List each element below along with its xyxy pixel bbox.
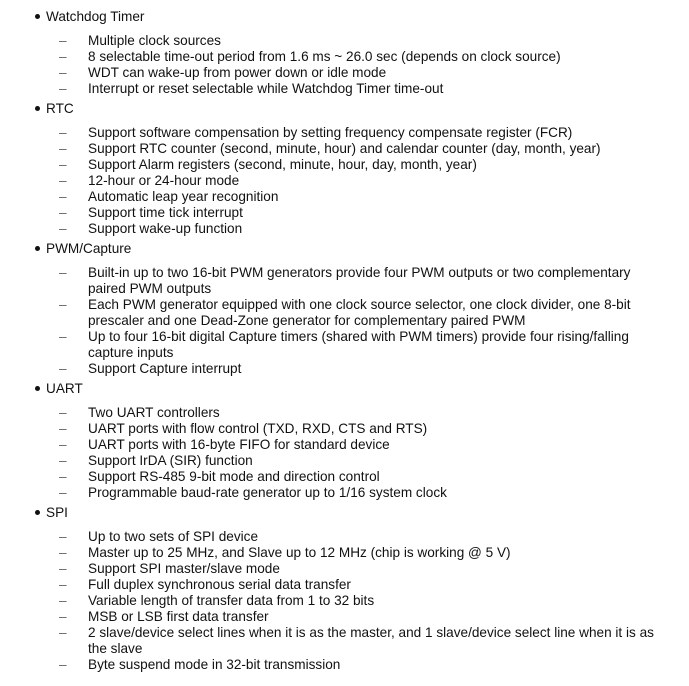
dash-icon: – xyxy=(59,265,67,280)
list-item-text: WDT can wake-up from power down or idle mode xyxy=(88,65,387,80)
list-item-text: Interrupt or reset selectable while Watchdog Timer time-out xyxy=(88,81,444,96)
list-item-text: UART ports with 16-byte FIFO for standard device xyxy=(88,437,390,452)
list-item xyxy=(0,593,654,609)
list-item xyxy=(0,205,654,221)
section-uart xyxy=(0,381,689,501)
section-spi xyxy=(0,505,689,673)
list-item xyxy=(0,453,654,469)
section-heading xyxy=(0,381,689,397)
sub-list xyxy=(0,125,689,237)
list-item-text: Support Capture interrupt xyxy=(88,361,242,376)
dash-icon: – xyxy=(59,545,67,560)
list-item-text: Support software compensation by setting frequency compensate register (FCR) xyxy=(88,125,573,140)
dash-icon: – xyxy=(59,577,67,592)
dash-icon: – xyxy=(59,49,67,64)
dash-icon: – xyxy=(59,205,67,220)
bullet-icon xyxy=(35,106,40,111)
dash-icon: – xyxy=(59,329,67,344)
list-item-text: Support Alarm registers (second, minute, hour, day, month, year) xyxy=(88,157,477,172)
list-item-text: MSB or LSB first data transfer xyxy=(88,609,269,624)
list-item-text: Support SPI master/slave mode xyxy=(88,561,280,576)
section-heading xyxy=(0,101,689,117)
list-item xyxy=(0,625,654,657)
section-heading xyxy=(0,9,689,25)
list-item-text: UART ports with flow control (TXD, RXD, CTS and RTS) xyxy=(88,421,428,436)
list-item xyxy=(0,577,654,593)
list-item xyxy=(0,81,654,97)
dash-icon: – xyxy=(59,529,67,544)
list-item-text: Variable length of transfer data from 1 to 32 bits xyxy=(88,593,375,608)
list-item-text: 2 slave/device select lines when it is as the master, and 1 slave/device select line when it is as the slave xyxy=(88,625,654,656)
dash-icon: – xyxy=(59,141,67,156)
dash-icon: – xyxy=(59,625,67,640)
list-item xyxy=(0,189,654,205)
dash-icon: – xyxy=(59,469,67,484)
dash-icon: – xyxy=(59,65,67,80)
list-item-text: Support wake-up function xyxy=(88,221,243,236)
list-item-text: Support IrDA (SIR) function xyxy=(88,453,253,468)
dash-icon: – xyxy=(59,405,67,420)
dash-icon: – xyxy=(59,421,67,436)
list-item xyxy=(0,609,654,625)
list-item xyxy=(0,529,654,545)
list-item xyxy=(0,265,654,297)
dash-icon: – xyxy=(59,453,67,468)
list-item xyxy=(0,297,654,329)
section-title: SPI xyxy=(46,505,68,520)
list-item xyxy=(0,173,654,189)
dash-icon: – xyxy=(59,561,67,576)
list-item xyxy=(0,361,654,377)
list-item xyxy=(0,65,654,81)
section-watchdog-timer xyxy=(0,9,689,97)
dash-icon: – xyxy=(59,125,67,140)
list-item-text: Built-in up to two 16-bit PWM generators provide four PWM outputs or two complementary paired PWM outputs xyxy=(88,265,631,296)
list-item-text: Up to four 16-bit digital Capture timers (shared with PWM timers) provide four rising/falling capture inputs xyxy=(88,329,629,360)
list-item xyxy=(0,469,654,485)
sub-list xyxy=(0,405,689,501)
list-item xyxy=(0,329,654,361)
list-item-text: Multiple clock sources xyxy=(88,33,221,48)
list-item xyxy=(0,33,654,49)
list-item-text: 12-hour or 24-hour mode xyxy=(88,173,240,188)
list-item-text: Full duplex synchronous serial data transfer xyxy=(88,577,351,592)
section-pwm-capture xyxy=(0,241,689,377)
list-item xyxy=(0,657,654,673)
list-item xyxy=(0,405,654,421)
list-item-text: Each PWM generator equipped with one clock source selector, one clock divider, one 8-bit prescaler and one Dead-Zone generator for complementary paired PWM xyxy=(88,297,631,328)
list-item-text: Byte suspend mode in 32-bit transmission xyxy=(88,657,341,672)
dash-icon: – xyxy=(59,485,67,500)
section-title: UART xyxy=(46,381,83,396)
section-heading xyxy=(0,241,689,257)
bullet-icon xyxy=(35,14,40,19)
list-item xyxy=(0,485,654,501)
dash-icon: – xyxy=(59,189,67,204)
bullet-icon xyxy=(35,246,40,251)
list-item-text: Up to two sets of SPI device xyxy=(88,529,259,544)
bullet-icon xyxy=(35,386,40,391)
list-item-text: 8 selectable time-out period from 1.6 ms ~ 26.0 sec (depends on clock source) xyxy=(88,49,561,64)
list-item-text: Programmable baud-rate generator up to 1/16 system clock xyxy=(88,485,447,500)
bullet-icon xyxy=(35,510,40,515)
dash-icon: – xyxy=(59,593,67,608)
sub-list xyxy=(0,529,689,673)
dash-icon: – xyxy=(59,609,67,624)
list-item-text: Two UART controllers xyxy=(88,405,220,420)
dash-icon: – xyxy=(59,81,67,96)
dash-icon: – xyxy=(59,221,67,236)
dash-icon: – xyxy=(59,33,67,48)
dash-icon: – xyxy=(59,173,67,188)
list-item xyxy=(0,561,654,577)
dash-icon: – xyxy=(59,157,67,172)
list-item xyxy=(0,221,654,237)
list-item xyxy=(0,421,654,437)
list-item xyxy=(0,49,654,65)
list-item xyxy=(0,545,654,561)
list-item xyxy=(0,141,654,157)
list-item-text: Automatic leap year recognition xyxy=(88,189,279,204)
section-rtc xyxy=(0,101,689,237)
sub-list xyxy=(0,33,689,97)
list-item-text: Support time tick interrupt xyxy=(88,205,243,220)
section-title: PWM/Capture xyxy=(46,241,132,256)
list-item xyxy=(0,125,654,141)
list-item xyxy=(0,157,654,173)
section-title: RTC xyxy=(46,101,74,116)
list-item-text: Support RS-485 9-bit mode and direction control xyxy=(88,469,380,484)
list-item-text: Master up to 25 MHz, and Slave up to 12 MHz (chip is working @ 5 V) xyxy=(88,545,511,560)
dash-icon: – xyxy=(59,297,67,312)
section-title: Watchdog Timer xyxy=(46,9,145,24)
dash-icon: – xyxy=(59,657,67,672)
dash-icon: – xyxy=(59,361,67,376)
dash-icon: – xyxy=(59,437,67,452)
section-heading xyxy=(0,505,689,521)
list-item xyxy=(0,437,654,453)
list-item-text: Support RTC counter (second, minute, hour) and calendar counter (day, month, year) xyxy=(88,141,601,156)
sub-list xyxy=(0,265,689,377)
